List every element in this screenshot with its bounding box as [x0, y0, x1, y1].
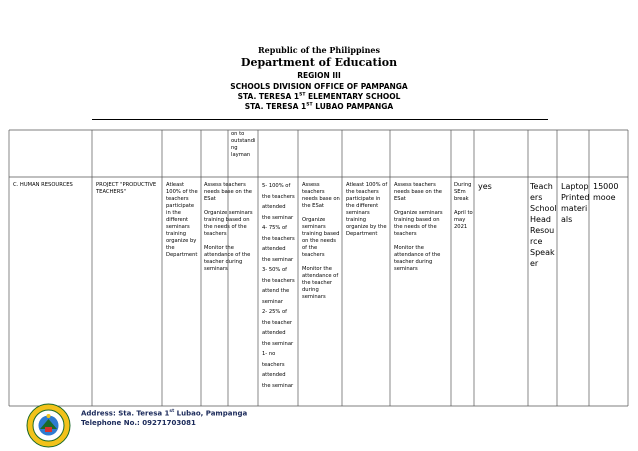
- cell-approved: yes: [478, 182, 492, 191]
- activities-organize: Organize seminars training based on the needs of the teachers: [302, 217, 340, 258]
- school-seal-logo: [26, 403, 71, 448]
- cell-budget: 15000 mooe: [593, 182, 619, 202]
- rating-line: the teachers: [262, 277, 295, 284]
- school-address-line: STA. TERESA 1ST LUBAO PAMPANGA: [244, 102, 394, 111]
- footer-address: Address: Sta. Teresa 1st Lubao, Pampanga: [81, 409, 248, 418]
- cell-target: Atleast 100% of the teachers participate in the different seminars training organize by the Department: [346, 182, 388, 237]
- header-rule: [92, 119, 548, 120]
- rating-line: the teachers: [262, 193, 295, 200]
- republic-line: Republic of the Philippines: [257, 45, 380, 55]
- cell-project: PROJECT "PRODUCTIVE TEACHERS": [96, 182, 157, 195]
- rating-line: the seminar: [262, 382, 294, 389]
- cell-persons-involved: Teach ers School Head Resou rce Speak er: [530, 182, 557, 268]
- cell-timeline: [454, 182, 474, 231]
- cell-strategies-2: [394, 182, 449, 273]
- strategies2-assess: Assess teachers needs base on the ESat: [394, 182, 442, 202]
- school-name-line: STA. TERESA 1ST ELEMENTARY SCHOOL: [237, 92, 401, 101]
- cell-objective: Atleast 100% of the teachers participate in the different seminars training organize by the Department: [166, 182, 198, 258]
- rating-line: the seminar: [262, 214, 294, 221]
- rating-line: attended: [262, 372, 286, 378]
- division-line: SCHOOLS DIVISION OFFICE OF PAMPANGA: [230, 82, 408, 91]
- rating-line: 5- 100% of: [262, 183, 291, 189]
- rating-line: the teacher: [262, 319, 293, 326]
- strategies2-monitor: Monitor the attendance of the teacher during seminars: [394, 245, 441, 272]
- strategy-monitor: Monitor the attendance of the teacher during seminars: [204, 245, 251, 272]
- cell-rating-scale: [262, 181, 298, 391]
- rating-line: the seminar: [262, 256, 294, 263]
- strategies2-organize: Organize seminars training based on the needs of the teachers: [394, 210, 443, 237]
- strategy-organize: Organize seminars training based on the needs of the teachers: [204, 210, 253, 237]
- rating-line: attended: [262, 246, 286, 252]
- footer-telephone: Telephone No.: 09271703081: [81, 419, 196, 427]
- rating-line: attended: [262, 204, 286, 210]
- rating-line: 3- 50% of: [262, 267, 288, 273]
- rating-line: teachers: [262, 361, 285, 368]
- activities-assess: Assess teachers needs base on the ESat: [302, 182, 340, 209]
- rating-line: the teachers: [262, 235, 295, 242]
- activities-monitor: Monitor the attendance of the teacher during seminars: [302, 266, 339, 300]
- rating-line: 1- no: [262, 351, 276, 357]
- cell-activities: [302, 182, 340, 301]
- rating-line: 4- 75% of: [262, 225, 288, 231]
- cell-resources: Laptop Printed materi als: [561, 182, 590, 224]
- top-row-fragment: on to outstandi ng layman: [231, 131, 256, 158]
- region-line: REGION III: [297, 71, 341, 80]
- rating-line: the seminar: [262, 340, 294, 347]
- rating-line: attend the: [262, 288, 290, 294]
- department-title: Department of Education: [240, 56, 398, 69]
- timeline-sem-break: During SEm break: [454, 182, 472, 202]
- rating-line: seminar: [262, 298, 283, 305]
- timeline-april-may: April to may 2021: [454, 210, 473, 230]
- cell-area: C. HUMAN RESOURCES: [13, 182, 73, 188]
- cell-strategy: [204, 182, 256, 273]
- rating-line: 2- 25% of: [262, 309, 288, 315]
- strategy-assess: Assess teachers needs base on the ESat: [204, 182, 252, 202]
- rating-line: attended: [262, 330, 286, 336]
